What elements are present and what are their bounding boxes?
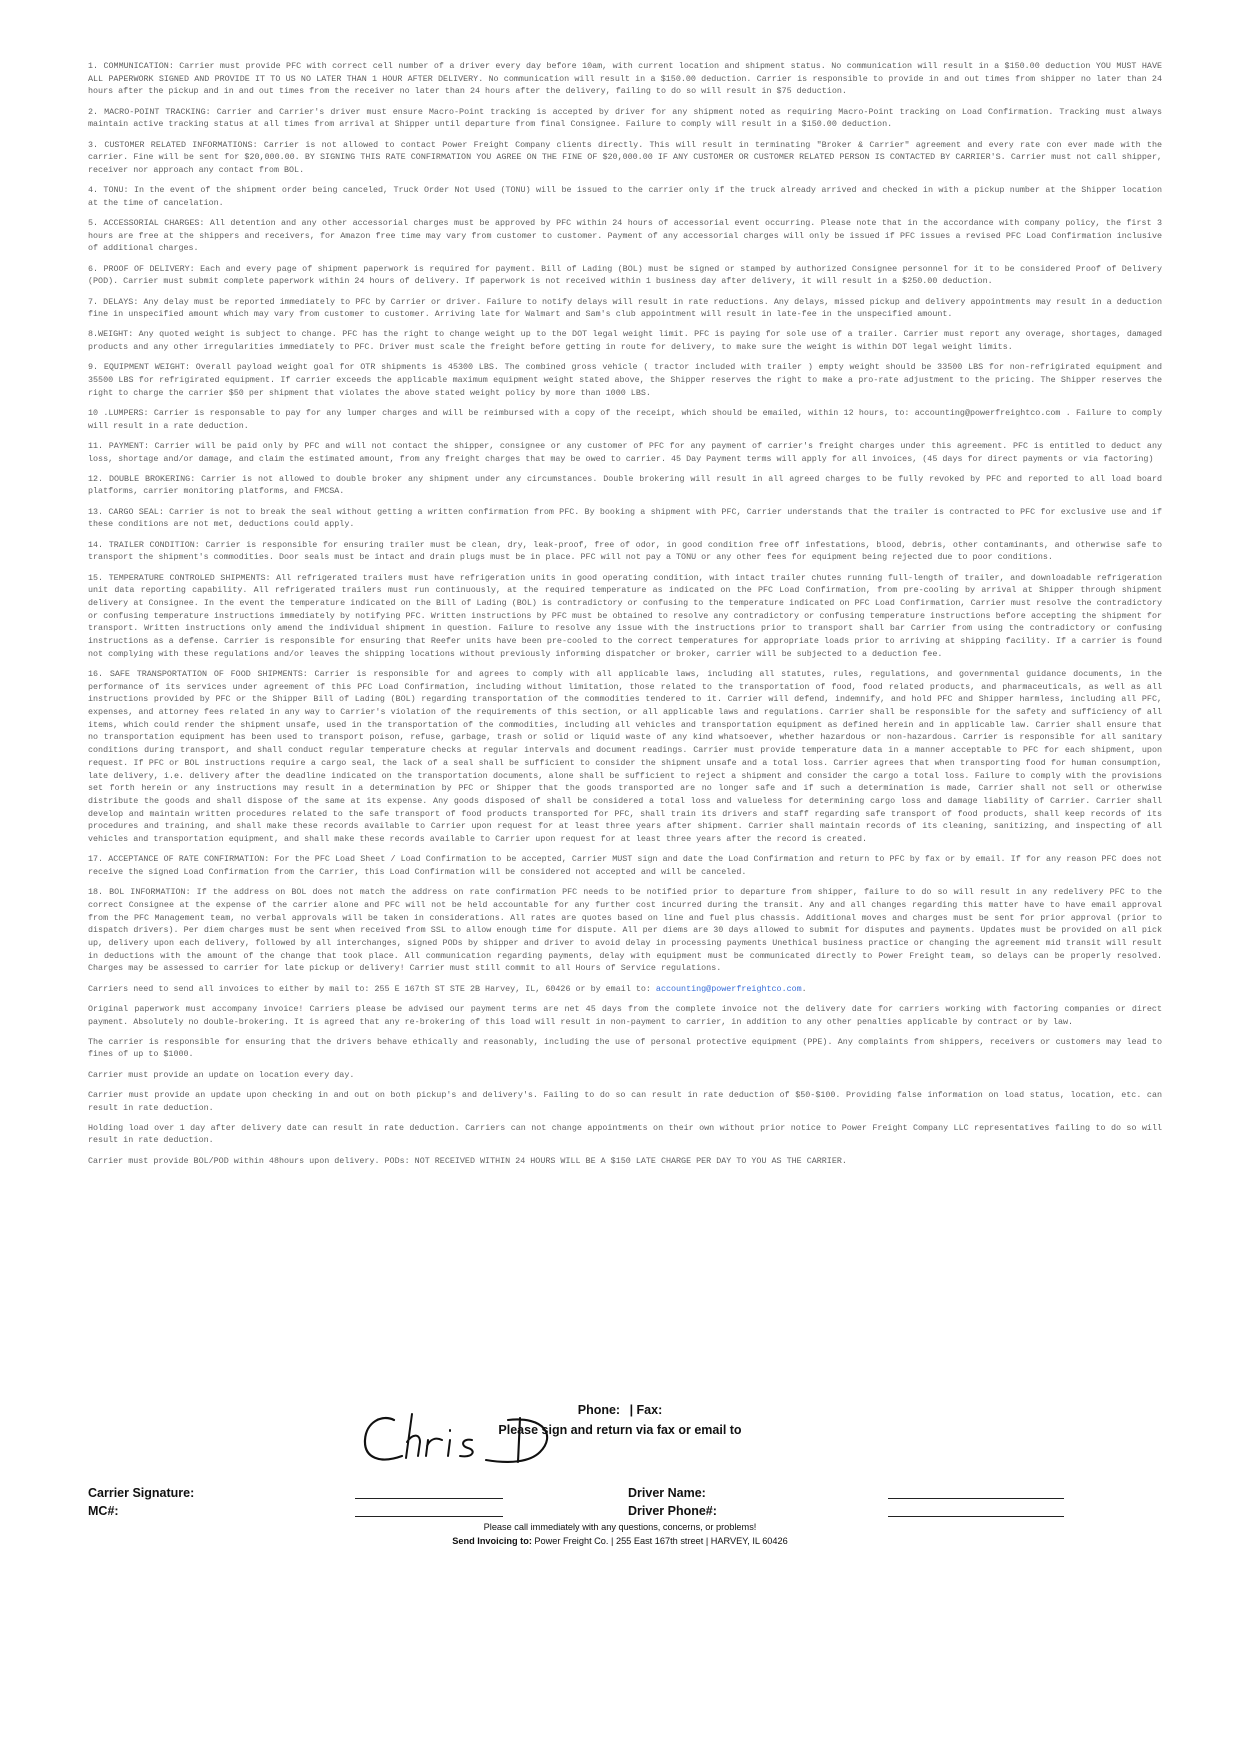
invoice-instructions <box>88 983 1162 996</box>
term-weight: 8.WEIGHT: Any quoted weight is subject to change. PFC has the right to change weight up to the DOT legal weight limit. PFC is paying for sole use of a trailer. Carrier must report any overage, shortages, damaged products and any other irregularities immediately to PFC. Driver must scale the freight before getting in route for delivery, to make sure the weight is within DOT legal weight limits. <box>88 329 1162 353</box>
invoice-instructions-end: . <box>801 983 807 994</box>
term-delays: 7. DELAYS: Any delay must be reported immediately to PFC by Carrier or driver. Failure to notify delays will result in rate reductions. Any delays, missed pickup and delivery appointments may result in a deduction fine in unspecified amount which may vary from customer to customer. Arriving late for Walmart and Sam's club appointment will result in late-fee in the unspecified amount. <box>88 296 1162 320</box>
terms-and-conditions <box>88 60 1162 1175</box>
driver-phone-label: Driver Phone#: <box>628 1504 717 1518</box>
term-trailer-condition: 14. TRAILER CONDITION: Carrier is responsible for ensuring trailer must be clean, dry, leak-proof, free of odor, in good condition free off infestations, blood, debris, other contaminants, and otherwise safe to transport the shipment's commodities. Door seals must be intact and drain plugs must be in place. PFC will not pay a TONU or any other fees for equipment being rejected due to poor conditions. <box>88 539 1162 563</box>
accounting-email-link[interactable]: accounting@powerfreightco.com <box>655 983 802 994</box>
mc-number-label: MC#: <box>88 1504 119 1518</box>
handwritten-signature <box>360 1406 560 1478</box>
term-payment: 11. PAYMENT: Carrier will be paid only by PFC and will not contact the shipper, consignee or any customer of PFC for any payment of carrier's freight charges under this agreement. PFC is entitled to deduct any loss, shortage and/or damage, and claim the estimated amount, from any freight charges that may be owed to carrier. 45 Day Payment terms will apply for all invoices, (45 days for direct payments or via factoring) <box>88 440 1162 464</box>
term-bol-information: 18. BOL INFORMATION: If the address on BOL does not match the address on rate confirmation PFC needs to be notified prior to departure from shipper, failure to do so will result in any redelivery PFC to the correct Consignee at the expense of the carrier alone and PFC will not be held accountable for any further cost incurred during the transit. Any and all changes regarding this matter have to have email approval from the PFC Management team, no verbal approvals will be taken in considerations. All rates are quotes based on line and fuel plus chassis. Additional moves and charges must be sent for prior approval (prior to dispatch drivers). Per diem charges must be sent when received from SSL to allow enough time for dispute. All per diems are 30 days allowed to submit for disputes and payments. Updates must be provided on all pick up, delivery upon each delivery, followed by all interchanges, signed PODs by shipper and driver to avoid delay in processing payments Unethical business practice or changing the agreement mid transit will result in deductions with the amount of the change that took place. All communication regarding payments, delay with equipment must be communicated directly to Power Freight team, so delays can be properly resolved. Charges may be assessed to carrier for late pickup or delivery! Carrier must still commit to all Hours of Service regulations. <box>88 887 1162 974</box>
term-cargo-seal: 13. CARGO SEAL: Carrier is not to break the seal without getting a written confirmation from PFC. By booking a shipment with PFC, Carrier understands that the trailer is contracted to PFC for exclusive use and if these conditions are not met, deductions could apply. <box>88 506 1162 530</box>
note-driver-behavior: The carrier is responsible for ensuring that the drivers behave ethically and reasonably, including the use of personal protective equipment (PPE). Any complaints from shippers, receivers or customers may lead to fines of up to $1000. <box>88 1036 1162 1060</box>
note-bol-pod: Carrier must provide BOL/POD within 48hours upon delivery. PODs: NOT RECEIVED WITHIN 24 HOURS WILL BE A $150 LATE CHARGE PER DAY TO YOU AS THE CARRIER. <box>88 1155 847 1166</box>
invoicing-value: Power Freight Co. | 255 East 167th street | HARVEY, IL 60426 <box>531 1536 788 1546</box>
driver-phone-line[interactable] <box>888 1516 1064 1517</box>
phone-label: Phone: <box>577 1403 621 1417</box>
term-acceptance: 17. ACCEPTANCE OF RATE CONFIRMATION: For the PFC Load Sheet / Load Confirmation to be accepted, Carrier MUST sign and date the Load Confirmation and return to PFC by fax or by email. If for any reason PFC does not receive the signed Load Confirmation from the Carrier, this Load Confirmation will be considered not accepted and will be canceled. <box>88 854 1162 877</box>
contact-notice: Please call immediately with any questions, concerns, or problems! <box>483 1522 757 1532</box>
invoicing-label: Send Invoicing to: <box>452 1536 532 1546</box>
carrier-signature-line[interactable] <box>355 1498 503 1499</box>
note-original-paperwork: Original paperwork must accompany invoice! Carriers please be advised our payment terms are net 45 days from the complete invoice not the delivery date for carriers working with factoring companies or direct payment. Absolutely no double-brokering. It is agreed that any re-brokering of this load will result in non-payment to carrier, in addition to any other penalties applicable by contract or by law. <box>88 1003 1162 1027</box>
term-macro-point-tracking: 2. MACRO-POINT TRACKING: Carrier and Carrier's driver must ensure Macro-Point tracking is accepted by driver for any shipment noted as requiring Macro-Point tracking on Load Confirmation. Tracking must always maintain active tracking status at all times from arrival at Shipper until departure from final Consignee. Failure to comply will result in a $150.00 deduction. <box>88 106 1162 130</box>
invoice-instructions-text: Carriers need to send all invoices to either by mail to: 255 E 167th ST STE 2B Harvey, IL, 60426 or by email to: <box>88 983 656 994</box>
fax-label: | Fax: <box>629 1403 663 1417</box>
phone-fax-line <box>0 1403 1240 1417</box>
term-tonu: 4. TONU: In the event of the shipment order being canceled, Truck Order Not Used (TONU) will be issued to the carrier only if the truck already arrived and checked in with a pickup number at the Shipper location at the time of cancelation. <box>88 185 1162 208</box>
term-accessorial-charges: 5. ACCESSORIAL CHARGES: All detention and any other accessorial charges must be approved by PFC within 24 hours of accessorial event occurring. Please note that in the accordance with company policy, the first 3 hours are free at the shippers and receivers, for Amazon free time may vary from customer to customer. Payment of any accessorial charges will only be issued if PFC issues a revised PFC Load Confirmation inclusive of additional charges. <box>88 218 1162 254</box>
invoicing-address <box>0 1536 1240 1546</box>
term-proof-of-delivery: 6. PROOF OF DELIVERY: Each and every page of shipment paperwork is required for payment. Bill of Lading (BOL) must be signed or stamped by authorized Consignee personnel for it to be considered Proof of Delivery (POD). Carrier must submit complete paperwork within 24 hours of delivery. If paperwork is not received within 1 business day after delivery, it will result in a $250.00 deduction. <box>88 263 1162 287</box>
note-holding-load: Holding load over 1 day after delivery date can result in rate deduction. Carriers can not change appointments on their own without prior notice to Power Freight Company LLC representatives failing to do so will result in rate deduction. <box>88 1122 1162 1146</box>
term-lumpers: 10 .LUMPERS: Carrier is responsable to pay for any lumper charges and will be reimbursed with a copy of the receipt, which should be emailed, within 12 hours, to: accounting@powerfreightco.com . Failure to comply will result in a rate deduction. <box>88 407 1162 431</box>
driver-name-line[interactable] <box>888 1498 1064 1499</box>
driver-name-label: Driver Name: <box>628 1486 706 1500</box>
term-communication: 1. COMMUNICATION: Carrier must provide PFC with correct cell number of a driver every day before 10am, with current location and shipment status. No communication will result in a $150.00 deduction YOU MUST HAVE ALL PAPERWORK SIGNED AND PROVIDE IT TO US NO LATER THAN 1 HOUR AFTER DELIVERY. No communication will result in a $150.00 deduction. Carrier is responsible to provide in and out times from shipper no later than 24 hours after the pickup and in and out times from the receiver no later than 24 hours after the delivery, failing to do so will result in $75 deduction. <box>88 61 1162 97</box>
note-check-in-out: Carrier must provide an update upon checking in and out on both pickup's and delivery's. Failing to do so can result in rate deduction of $50-$100. Providing false information on load status, location, etc. can result in rate deduction. <box>88 1089 1162 1113</box>
term-customer-related-info: 3. CUSTOMER RELATED INFORMATIONS: Carrier is not allowed to contact Power Freight Company clients directly. This will result in terminating "Broker & Carrier" agreement and every rate con ever made with the carrier. Fine will be sent for $20,000.00. BY SIGNING THIS RATE CONFIRMATION YOU AGREE ON THE FINE OF $20,000.00 IF ANY CUSTOMER OR CUSTOMER RELATED PERSON IS CONTACTED BY CARRIER'S. Carrier must not call shipper, receiver nor approach any contact from BOL. <box>88 139 1162 175</box>
carrier-signature-label: Carrier Signature: <box>88 1486 195 1500</box>
signature-block <box>0 1400 1240 1700</box>
note-location-update: Carrier must provide an update on location every day. <box>88 1069 355 1080</box>
term-equipment-weight: 9. EQUIPMENT WEIGHT: Overall payload weight goal for OTR shipments is 45300 LBS. The combined gross vehicle ( tractor included with trailer ) empty weight should be 33500 LBS for non-refrigirated equipment and 35500 LBS for refrigirated equipment. If carrier exceeds the applicable maximum equipment weight stated above, the Shipper reserves the right to make a pro-rate adjustment to the pricing. The Shipper reserves the right to charge the carrier $50 per shipment that violates the above stated weight policy by more than 1000 LBS. <box>88 362 1162 398</box>
mc-number-line[interactable] <box>355 1516 503 1517</box>
term-double-brokering: 12. DOUBLE BROKERING: Carrier is not allowed to double broker any shipment under any circumstances. Double brokering will result in all agreed charges to be fully revoked by PFC and reported to all load board platforms, carrier monitoring platforms, and FMCSA. <box>88 473 1162 497</box>
term-temperature-controlled: 15. TEMPERATURE CONTROLED SHIPMENTS: All refrigerated trailers must have refrigeration units in good operating condition, with intact trailer chutes running full-length of trailer, and downloadable refrigeration unit data reporting capability. All refrigerated trailers must run continuously, at the required temperature as indicated on the PFC Load Confirmation, from pre-cooling by arrival at Shipper through shipment delivery at Consignee. In the event the temperature indicated on the Bill of Lading (BOL) is contradictory or confusing to the temperature indicated on PFC Load Confirmation, Carrier must resolve the contradictory or confusing temperature instructions immediately by notifying PFC. Written instructions by PFC must be obtained to resolve any contradictory or confusing temperature instructions before accepting the shipment for transport. Written instructions only amend the individual shipment in question. Failure to resolve any issue with the instructions prior to transport shall bar Carrier from using the contradictory or confusing instructions as a defense. Carrier is responsible for ensuring that Reefer units have been pre-cooled to the correct temperatures for appropriate loads prior to arriving at shipping facility. If a carrier is found not complying with these regulations and/or leaves the shipping locations without previously informing dispatcher or broker, carrier will be subjected to a deduction fee. <box>88 572 1162 659</box>
term-safe-food-transport: 16. SAFE TRANSPORTATION OF FOOD SHIPMENTS: Carrier is responsible for and agrees to comply with all applicable laws, including all statutes, rules, regulations, and governmental guidance documents, in the performance of its services under agreement of this PFC Load Confirmation, including without limitation, those related to the transportation of food, food related products, and pharmaceuticals, as well as all instructions provided by PFC or the Shipper Bill of Lading (BOL) regarding transportation of the commodities tendered to it. Carrier will defend, indemnify, and hold PFC and Shipper harmless, including all PFC, expenses, and attorney fees related in any way to Carrier's violation of the requirements of this section, or all applicable laws and regulations. Carrier shall be responsible for the safety and sufficiency of all items, which could render the shipment unsafe, used in the transportation of the commodities, including all vehicles and transportation equipment as defined herein and in applicable law. Carrier shall ensure that no transportation equipment has been used to transport poison, refuse, garbage, trash or solid or liquid waste of any kind whatsoever, whether hazardous or non-hazardous. Carrier is responsible for all sanitary conditions during transport, and shall conduct regular temperature checks at regular intervals and document readings. Carrier must provide temperature data in a manner acceptable to PFC for each shipment, upon request. If PFC or BOL instructions require a cargo seal, the lack of a seal shall be sufficient to consider the shipment unsafe and a total loss. Carrier agrees that when transporting food for human consumption, late delivery, i.e. delivery after the deadline indicated on the transportation documents, alone shall be sufficient to reject a shipment and consider the cargo a total loss. Failure to comply with the provisions set forth herein or any instructions may result in a determination by PFC or Shipper that the goods transported are no longer safe and if such a determination is made, Carrier shall not sell or otherwise distribute the goods and shall dispose of the same at its expense. Any goods disposed of shall be considered a total loss and valueless for determining cargo loss and damage liability of Carrier. Carrier shall develop and maintain written procedures related to the safe transport of food products transported for PFC, shall train its drivers and staff regarding safe transport of food products, shall keep records of its procedures and training, and shall make these records available to Carrier upon request for at least three years after shipment. Carrier shall maintain records of its cleaning, sanitizing, and inspecting of all vehicles and transportation equipment, and shall make these records available to Carrier upon request for at least three years after the record is created. <box>88 668 1162 845</box>
sign-return-instruction: Please sign and return via fax or email to <box>498 1423 742 1437</box>
